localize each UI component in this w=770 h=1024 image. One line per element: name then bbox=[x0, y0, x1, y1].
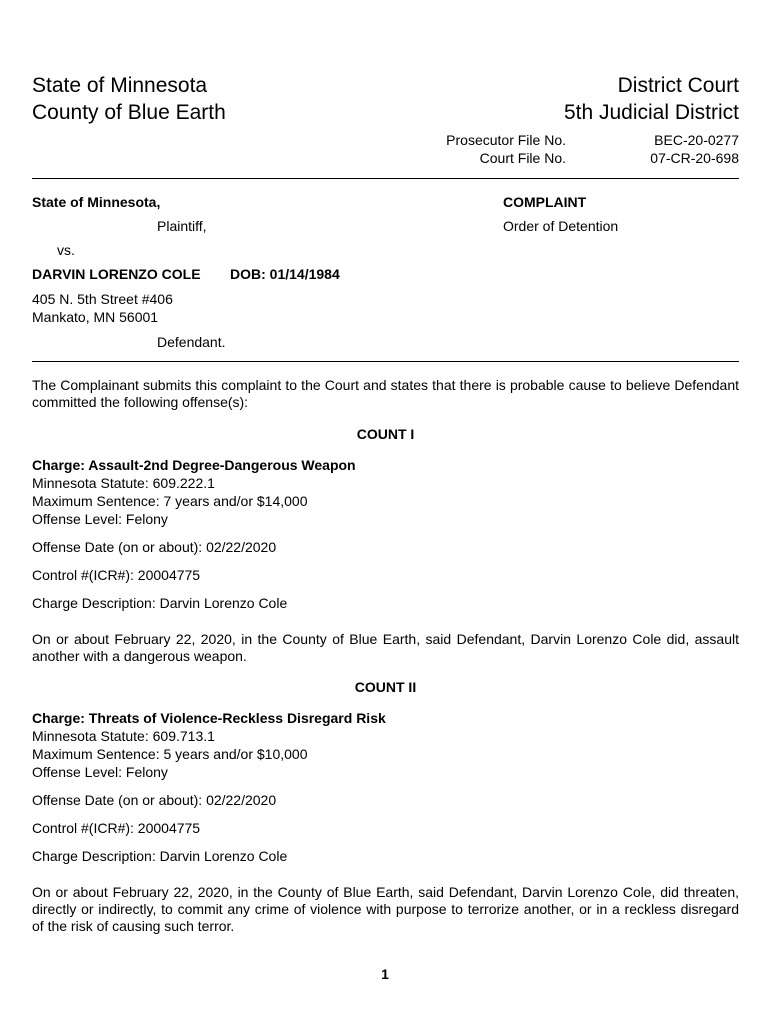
count-2-offense-date: Offense Date (on or about): 02/22/2020 bbox=[32, 792, 277, 808]
count-1-description: Charge Description: Darvin Lorenzo Cole bbox=[32, 595, 288, 611]
versus-label: vs. bbox=[57, 242, 75, 258]
count-2-details bbox=[32, 709, 386, 781]
defendant-address-line1: 405 N. 5th Street #406 bbox=[32, 291, 173, 307]
file-number-labels bbox=[446, 131, 566, 167]
prosecutor-file-value: BEC-20-0277 bbox=[654, 132, 739, 148]
file-number-values bbox=[650, 131, 739, 167]
divider-bottom bbox=[32, 361, 739, 362]
count-1-control: Control #(ICR#): 20004775 bbox=[32, 567, 201, 583]
count-1-charge: Charge: Assault-2nd Degree-Dangerous Weapon bbox=[32, 457, 356, 473]
state-heading: State of Minnesota bbox=[32, 74, 208, 97]
count-1-narrative: On or about February 22, 2020, in the County of Blue Earth, said Defendant, Darvin Lorenzo Cole did, assault another with a dangerous weapon. bbox=[32, 631, 739, 664]
defendant-address-line2: Mankato, MN 56001 bbox=[32, 309, 159, 325]
court-file-label: Court File No. bbox=[479, 150, 566, 166]
defendant-role: Defendant. bbox=[157, 334, 226, 350]
county-heading: County of Blue Earth bbox=[32, 101, 226, 124]
district-heading: 5th Judicial District bbox=[563, 101, 739, 124]
count-1-details bbox=[32, 456, 356, 528]
count-2-statute: Minnesota Statute: 609.713.1 bbox=[32, 728, 215, 744]
count-2-title: COUNT II bbox=[354, 679, 417, 695]
count-1-statute: Minnesota Statute: 609.222.1 bbox=[32, 475, 215, 491]
count-2-max-sentence: Maximum Sentence: 5 years and/or $10,000 bbox=[32, 746, 308, 762]
document-type: COMPLAINT bbox=[503, 194, 587, 210]
count-2-control: Control #(ICR#): 20004775 bbox=[32, 820, 201, 836]
count-1-offense-date: Offense Date (on or about): 02/22/2020 bbox=[32, 539, 277, 555]
header-left bbox=[32, 72, 226, 126]
defendant-dob: DOB: 01/14/1984 bbox=[230, 266, 340, 282]
plaintiff-name: State of Minnesota, bbox=[32, 194, 161, 210]
count-2-description: Charge Description: Darvin Lorenzo Cole bbox=[32, 848, 288, 864]
count-2-charge: Charge: Threats of Violence-Reckless Disregard Risk bbox=[32, 710, 386, 726]
page-number: 1 bbox=[381, 966, 389, 982]
court-file-value: 07-CR-20-698 bbox=[650, 150, 739, 166]
count-2-narrative: On or about February 22, 2020, in the County of Blue Earth, said Defendant, Darvin Lorenzo Cole, did threaten, directly or indirectly, to commit any crime of violence with purpose to terrorize another, or in a reckless disregard of the risk of causing such terror. bbox=[32, 884, 739, 934]
header-right bbox=[564, 72, 739, 126]
count-1-max-sentence: Maximum Sentence: 7 years and/or $14,000 bbox=[32, 493, 308, 509]
defendant-name: DARVIN LORENZO COLE bbox=[32, 266, 201, 282]
count-2-offense-level: Offense Level: Felony bbox=[32, 764, 168, 780]
count-1-offense-level: Offense Level: Felony bbox=[32, 511, 168, 527]
intro-paragraph: The Complainant submits this complaint to the Court and states that there is probable cause to believe Defendant committed the following offense(s): bbox=[32, 377, 739, 410]
prosecutor-file-label: Prosecutor File No. bbox=[446, 132, 566, 148]
document-subtype: Order of Detention bbox=[503, 218, 619, 234]
divider-top bbox=[32, 178, 739, 179]
plaintiff-role: Plaintiff, bbox=[157, 218, 207, 234]
count-1-title: COUNT I bbox=[356, 426, 415, 442]
court-heading: District Court bbox=[617, 74, 739, 97]
